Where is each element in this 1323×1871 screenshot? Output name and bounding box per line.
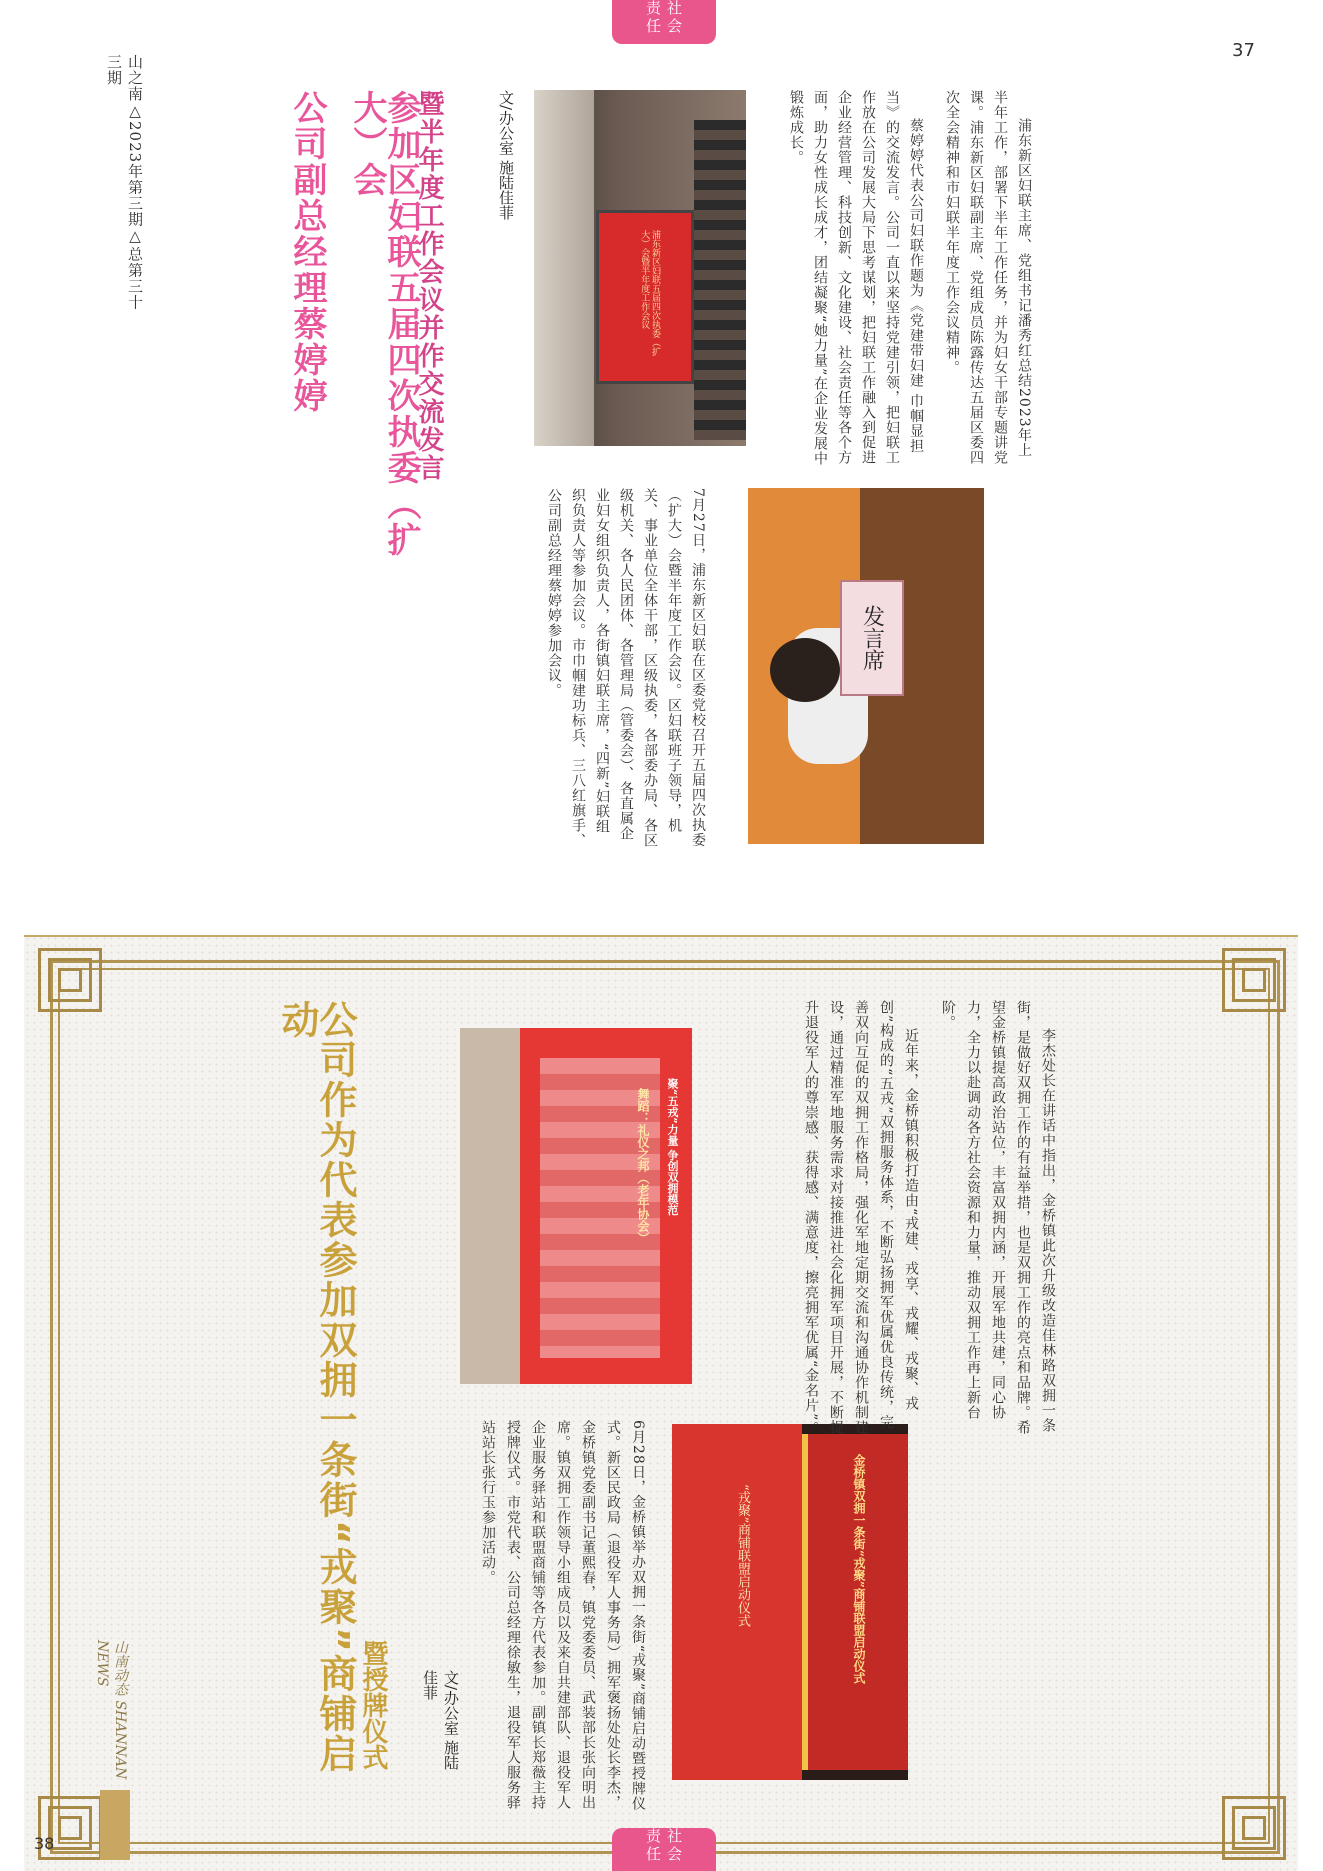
article2-paragraphs-2-3 (700, 1000, 1060, 1440)
article-paragraph-1: 7月27日，浦东新区妇联在区委党校召开五届四次执委（扩大）会暨半年度工作会议。区妇联班子领导，机关、事业单位全体干部，区级执委，各部委办局、各区级机关、各人民团体、各管理局（管委会）、各直属企业妇女组织负责人，各街镇妇联主席，“四新”妇联组织负责人等参加会议。市巾帼建功标兵、三八红旗手、公司副总经理蔡婷婷参加会议。 (546, 488, 706, 848)
speaker-photo-board: 发言席 (840, 580, 904, 696)
article2-title: 公司作为代表参加双拥一条街“戎聚”商铺启动 (275, 1000, 357, 1774)
ceremony-photo-banner: 金桥镇双拥一条街“戎聚”商铺联盟启动仪式 (852, 1454, 866, 1684)
running-header: 山之南△2023年第三期△总第三十三期 (105, 54, 144, 311)
meeting-photo (534, 90, 746, 446)
corner-knot-top-left (38, 948, 102, 1012)
section-tab-top: 社会责任 (612, 0, 716, 44)
article-paragraphs-2-3 (756, 90, 1036, 470)
speaker-photo-head (770, 638, 840, 702)
article2-paragraph-1: 6月28日，金桥镇举办双拥一条街“戎聚”商铺启动暨授牌仪式。新区民政局（退役军人事务局）拥军褒扬处处长李杰，金桥镇党委副书记董熙春，镇党委委员、武装部长张向明出席。镇双拥工作领导小组成员以及来自共建部队、退役军人企业服务驿站和联盟商铺等各方代表参加。副镇长郑薇主持授牌仪式。市党代表、公司总经理徐敏生，退役军人服务驿站站长张行玉参加活动。 (480, 1420, 646, 1812)
page-divider (24, 935, 1298, 937)
page-number-bottom: 38 (34, 1834, 55, 1853)
article-author: 文/办公室 施陆佳菲 (497, 90, 515, 220)
article2-paragraph-3: 近年来，金桥镇积极打造由“戎建、戎享、戎耀、戎聚、戎创”构成的“五戎”双拥服务体系，不断弘扬拥军优属优良传统，完善双向互促的双拥工作格局，强化军地定期交流和沟通协作机制建设，通过精准军地服务需求对接推进社会化拥军项目开展，不断提升退役军人的尊崇感、获得感、满意度，擦亮拥军优属“金名片”。 (803, 1000, 919, 1437)
dance-photo-floor (460, 1028, 520, 1384)
article2-paragraph-2: 李杰处长在讲话中指出，金桥镇此次升级改造佳林路双拥一条街，是做好双拥工作的有益举措，也是双拥工作的亮点和品牌。希望金桥镇提高政治站位，丰富双拥内涵，开展军地共建，同心协力，全力以赴调动各方社会资源和力量，推动双拥工作再上新台阶。 (940, 1000, 1056, 1435)
ceremony-photo-wall-text: “戎聚”商铺联盟启动仪式 (735, 1484, 750, 1628)
article2-author: 文/办公室 施陆佳菲 (421, 1670, 460, 1770)
corner-knot-top-right (1222, 948, 1286, 1012)
dance-photo-caption: 舞蹈：礼仪之邦（老年协会） (636, 1088, 650, 1244)
article-subtitle: 暨半年度工作会议并作交流发言 (414, 90, 444, 482)
page-number-top: 37 (1232, 40, 1255, 61)
corner-knot-bottom-right (1222, 1796, 1286, 1860)
section-tab-bottom: 社会责任 (612, 1828, 716, 1871)
article-title-line2: 参加区妇联五届四次执委（扩大）会 (347, 90, 421, 558)
article-paragraph-2: 浦东新区妇联主席、党组书记潘秀红总结2023年上半年工作，部署下半年工作任务，并为妇女干部专题讲党课。浦东新区妇联副主席、党组成员陈露传达五届区委四次全会精神和市妇联半年度工作会议精神。 (944, 90, 1032, 465)
ceremony-photo (672, 1424, 908, 1780)
article-paragraph-3: 蔡婷婷代表公司妇联作题为《党建带妇建 巾帼显担当》的交流发言。公司一直以来坚持党建引领，把妇联工作放在公司发展大局下思考谋划，把妇联工作融入到促进企业经营管理、科技创新、文化建设、社会责任等各个方面，助力女性成长成才，团结凝聚“她力量”在企业发展中锻炼成长。 (788, 90, 924, 467)
brand-text: 山南动态 SHANNAN NEWS (94, 1640, 128, 1780)
brand-bar (100, 1790, 130, 1860)
dance-photo-banner: 聚“五戎”力量 争创双拥模范 (666, 1078, 679, 1216)
speaker-photo (748, 488, 984, 844)
article-title-line1: 公司副总经理蔡婷婷 (287, 90, 327, 414)
meeting-photo-audience (694, 120, 746, 440)
article2-subtitle: 暨授牌仪式 (358, 1640, 388, 1770)
dance-photo (460, 1028, 692, 1384)
meeting-photo-screen-text: 浦东新区妇联五届四次执委（扩大）会暨半年度工作会议 (639, 230, 660, 356)
meeting-photo-ceiling (534, 90, 594, 446)
